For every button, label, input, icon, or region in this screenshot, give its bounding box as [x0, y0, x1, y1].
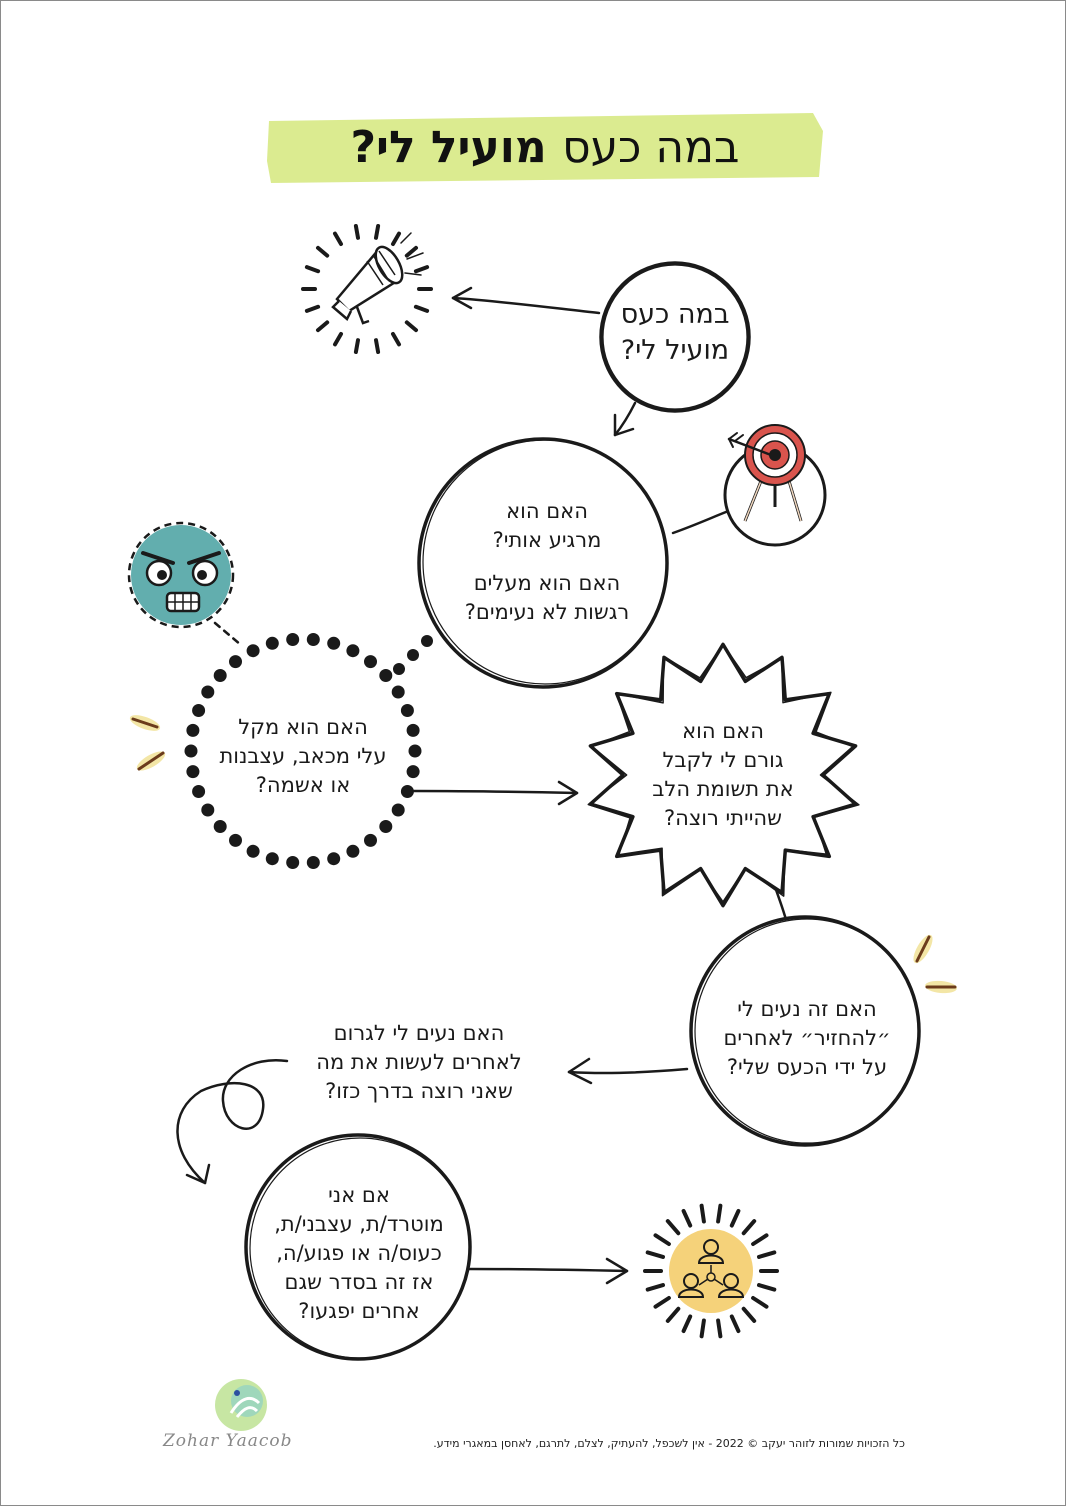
- dotted-ring-dot: [185, 745, 198, 758]
- dotted-ring-dot: [393, 663, 405, 675]
- title-part-2: מועיל לי?: [350, 122, 547, 173]
- target-icon: [725, 425, 825, 545]
- arrow-center-to-megaphone: [453, 298, 599, 313]
- dotted-ring-dot: [266, 852, 279, 865]
- accent-marks-left: [128, 712, 168, 774]
- dotted-ring-dot: [392, 686, 405, 699]
- pain-line-3: או אשמה?: [255, 773, 351, 797]
- dotted-ring-dot: [307, 856, 320, 869]
- people-network-icon: [645, 1206, 777, 1337]
- payback-line-1: האם זה נעים לי: [737, 997, 877, 1021]
- arrow-hurt-to-network: [469, 1269, 627, 1271]
- dotted-ring-dot: [364, 834, 377, 847]
- node-center-text: [605, 297, 745, 369]
- dotted-ring-dot: [286, 633, 299, 646]
- dotted-ring-dot: [247, 644, 260, 657]
- dotted-ring-dot: [214, 820, 227, 833]
- calm-line-2: מרגיע אותי?: [492, 528, 602, 552]
- dotted-ring-dot: [327, 852, 340, 865]
- arrow-payback-to-control: [569, 1069, 687, 1073]
- signature: Zohar Yaacob: [163, 1431, 293, 1451]
- dash-face-to-pain: [215, 623, 241, 645]
- dotted-ring-dot: [346, 644, 359, 657]
- hurt-line-1: אם אני: [328, 1183, 390, 1207]
- attention-line-2: גורם לי לקבל: [662, 748, 784, 772]
- title-part-1: במה כעס: [562, 122, 740, 173]
- hurt-line-3: כעוס/ה או פגוע/ה,: [276, 1241, 442, 1265]
- dotted-ring-dot: [346, 845, 359, 858]
- payback-line-2: ״להחזיר״ לאחרים: [723, 1026, 891, 1050]
- center-line-1: במה כעס: [620, 299, 730, 330]
- attention-line-4: שהייתי רוצה?: [663, 806, 783, 830]
- node-hurt-text: [253, 1181, 465, 1326]
- dotted-ring-dot: [214, 669, 227, 682]
- center-line-2: מועיל לי?: [620, 335, 730, 366]
- attention-line-1: האם הוא: [682, 719, 764, 743]
- control-line-3: שאני רוצה בדרך כזו?: [325, 1079, 513, 1103]
- megaphone-icon: [303, 226, 431, 352]
- node-pain-text: [197, 713, 409, 800]
- dotted-ring-dot: [229, 655, 242, 668]
- dotted-ring-dot: [407, 649, 419, 661]
- dotted-ring-dot: [392, 804, 405, 817]
- arrow-loop-to-hurt: [177, 1060, 287, 1183]
- pain-line-2: עלי מכאב, עצבנות: [219, 744, 387, 768]
- logo-icon: [215, 1379, 267, 1431]
- node-attention-text: [617, 717, 829, 833]
- hurt-line-4: אז זה בסדר שגם: [284, 1270, 434, 1294]
- hurt-line-5: אחרים יפגעו?: [298, 1299, 420, 1323]
- node-payback-text: [701, 995, 913, 1082]
- arrow-pain-to-attention: [413, 791, 577, 793]
- dotted-ring-dot: [229, 834, 242, 847]
- dotted-ring-dot: [327, 637, 340, 650]
- diagram-canvas: [1, 1, 1066, 1506]
- hurt-line-2: מוטרד/ת, עצבני/ת,: [274, 1212, 444, 1236]
- dotted-ring-dot: [247, 845, 260, 858]
- control-line-1: האם נעים לי לגרום: [333, 1021, 505, 1045]
- calm-line-3: האם הוא מעלים: [473, 571, 621, 595]
- dotted-ring-dot: [421, 635, 433, 647]
- control-line-2: לאחרים לעשות את מה: [316, 1050, 522, 1074]
- pain-line-1: האם הוא מקל: [238, 715, 368, 739]
- dotted-ring-dot: [364, 655, 377, 668]
- dotted-ring-dot: [409, 745, 422, 758]
- page-title: [267, 113, 823, 183]
- dotted-ring-dot: [286, 856, 299, 869]
- payback-line-3: על ידי הכעס שלי?: [726, 1055, 888, 1079]
- accent-marks-right: [910, 932, 958, 994]
- title-area: [267, 113, 823, 183]
- angry-face-icon: [129, 523, 233, 627]
- dotted-ring-dot: [201, 686, 214, 699]
- dotted-ring-dot: [307, 633, 320, 646]
- dotted-ring-dot: [379, 820, 392, 833]
- attention-line-3: את תשומת הלב: [652, 777, 794, 801]
- dotted-ring-dot: [266, 637, 279, 650]
- dotted-ring-dot: [379, 669, 392, 682]
- dotted-ring-dot: [201, 804, 214, 817]
- calm-line-4: רגשות לא נעימים?: [464, 600, 630, 624]
- node-control-text: [291, 1019, 547, 1106]
- node-calm-text: [433, 497, 661, 627]
- calm-line-1: האם הוא: [506, 499, 588, 523]
- copyright-footer: כל הזכויות שמורות לזוהר יעקב © 2022 - אין לשכפל, להעתיק, לצלם, לתרגם, לאחסן במאגרי מידע.: [433, 1437, 905, 1450]
